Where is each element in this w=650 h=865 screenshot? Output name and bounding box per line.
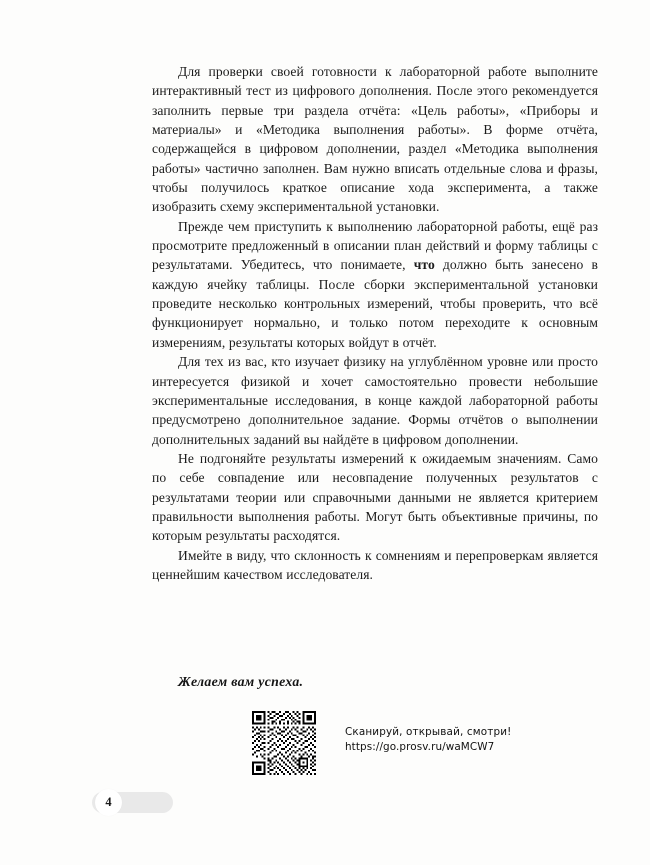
paragraph-2-text-after-bold: должно быть занесено в каждую ячейку таблицы. После сборки экспериментальной установки проведите несколько контрольных измерений, чтобы проверить, что всё функционирует нормально, и только потом переходите к основным измерениям, результаты которых войдут в отчёт. [152,257,598,350]
paragraph-4: Не подгоняйте результаты измерений к ожидаемым значениям. Само по себе совпадение или несовпадение полученных результатов с результатами теории или справочными данными не является критерием правильности выполнения работы. Могут быть объективные причины, по которым результаты расходятся. [152,450,598,544]
page-number-bubble [95,789,122,816]
paragraph-5: Имейте в виду, что склонность к сомнениям и перепроверкам является ценнейшим качеством исследователя. [152,547,598,582]
paragraph-1: Для проверки своей готовности к лабораторной работе выполните интерактивный тест из цифрового дополнения. После этого рекомендуется заполнить первые три раздела отчёта: «Цель работы», «Приборы и материалы» и «Методика выполнения работы». В форме отчёта, содержащейся в цифровом дополнении, раздел «Методика выполнения работы» частично заполнен. Вам нужно вписать отдельные слова и фразы, чтобы получилось краткое описание хода эксперимента, а также изобразить схему экспериментальной установки. [152,64,598,215]
paragraph-3: Для тех из вас, кто изучает физику на углублённом уровне или просто интересуется физикой и хочет самостоятельно провести небольшие экспериментальные исследования, в конце каждой лабораторной работы предусмотрено дополнительное задание. Формы отчётов о выполнении дополнительных заданий вы найдёте в цифровом дополнении. [152,354,598,447]
paragraph-2-emphasis-word: что [413,257,435,273]
qr-code-icon[interactable] [252,711,316,775]
paragraph-2 [152,217,598,352]
qr-caption-line-1: Сканируй, открывай, смотри! [345,726,512,738]
body-text-column [152,62,598,584]
closing-wish-line: Желаем вам успеха. [178,674,304,689]
page-number-value: 4 [105,795,112,810]
paragraph-2-text-before-bold: Прежде чем приступить к выполнению лабораторной работы, ещё раз просмотрите предложенный в описании план действий и форму таблицы с результатами. Убедитесь, что понимаете, [152,218,598,273]
qr-caption-url[interactable]: https://go.prosv.ru/waMCW7 [345,740,495,753]
qr-caption [345,725,511,754]
qr-code-svg [252,711,316,775]
qr-scan-block [252,711,552,781]
page-number-pill [92,792,173,813]
